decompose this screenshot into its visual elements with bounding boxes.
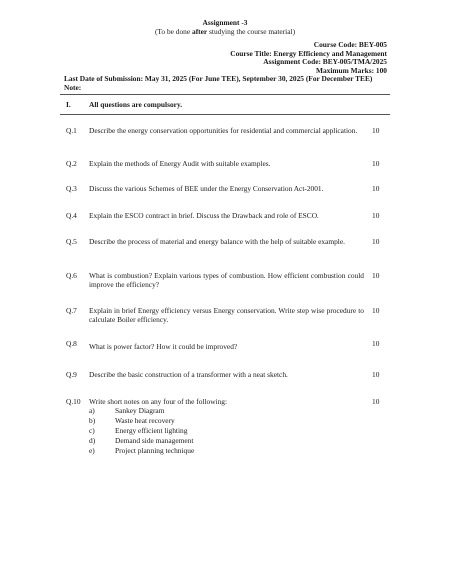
question-marks: 10 — [372, 306, 380, 315]
question-number: Q.3 — [66, 184, 77, 193]
question-number: Q.8 — [66, 339, 77, 348]
question-marks: 10 — [372, 184, 380, 193]
subtitle-pre: (To be done — [154, 27, 192, 36]
note-label: Note: — [64, 82, 82, 92]
assignment-code: Assignment Code: BEY-005/TMA/2025 — [263, 57, 387, 66]
instruction-number: I. — [66, 100, 71, 109]
subtitle-post: studying the course material) — [207, 27, 296, 36]
instruction-divider — [60, 114, 390, 115]
question-marks: 10 — [372, 237, 380, 246]
subitem-text: Sankey Diagram — [115, 406, 165, 415]
assignment-title: Assignment -3 — [202, 18, 248, 27]
subtitle-bold: after — [192, 27, 208, 36]
question-text: Explain the ESCO contract in brief. Discuss the Drawback and role of ESCO. — [89, 211, 319, 220]
subitem-label: b) — [89, 416, 96, 425]
subitem-text: Project planning technique — [115, 446, 195, 455]
question-text: Discuss the various Schemes of BEE under the Energy Conservation Act-2001. — [89, 184, 324, 193]
question-text: What is combustion? Explain various types of combustion. How efficient combustion could improve the efficiency? — [89, 271, 364, 290]
subitem-text: Waste heat recovery — [115, 416, 175, 425]
subitem-text: Energy efficient lighting — [115, 426, 188, 435]
question-number: Q.9 — [66, 370, 77, 379]
question-number: Q.7 — [66, 306, 77, 315]
question-marks: 10 — [372, 126, 380, 135]
question-marks: 10 — [372, 271, 380, 280]
question-number: Q.4 — [66, 211, 77, 220]
question-text: Describe the basic construction of a transformer with a neat sketch. — [89, 370, 288, 379]
question-number: Q.10 — [66, 397, 81, 406]
question-text: Explain in brief Energy efficiency versus Energy conservation. Write step wise procedure to calculate Boiler efficiency. — [89, 306, 364, 325]
question-number: Q.6 — [66, 271, 77, 280]
subitem-text: Demand side management — [115, 436, 194, 445]
submission-date: Last Date of Submission: May 31, 2025 (For June TEE), September 30, 2025 (For December TEE) — [64, 74, 373, 83]
question-marks: 10 — [372, 370, 380, 379]
question-text: Describe the process of material and energy balance with the help of suitable example. — [89, 237, 345, 246]
question-number: Q.5 — [66, 237, 77, 246]
subitem-label: d) — [89, 436, 96, 445]
subitem-label: c) — [89, 426, 95, 435]
question-marks: 10 — [372, 397, 380, 406]
question-number: Q.2 — [66, 159, 77, 168]
course-title: Course Title: Energy Efficiency and Management — [230, 48, 387, 58]
question-text: What is power factor? How it could be improved? — [89, 342, 238, 351]
subitem-label: a) — [89, 406, 95, 415]
question-marks: 10 — [372, 339, 380, 348]
question-marks: 10 — [372, 159, 380, 168]
maximum-marks: Maximum Marks: 100 — [315, 65, 387, 75]
question-text: Write short notes on any four of the following: — [89, 397, 228, 406]
course-code: Course Code: BEY-005 — [313, 40, 387, 49]
question-text: Describe the energy conservation opportunities for residential and commercial application. — [89, 126, 358, 135]
question-marks: 10 — [372, 211, 380, 220]
question-number: Q.1 — [66, 126, 77, 135]
assignment-subtitle — [0, 27, 450, 36]
header-divider — [60, 94, 390, 95]
question-text: Explain the methods of Energy Audit with suitable examples. — [89, 159, 271, 168]
instruction-text: All questions are compulsory. — [89, 100, 183, 109]
subitem-label: e) — [89, 446, 95, 455]
